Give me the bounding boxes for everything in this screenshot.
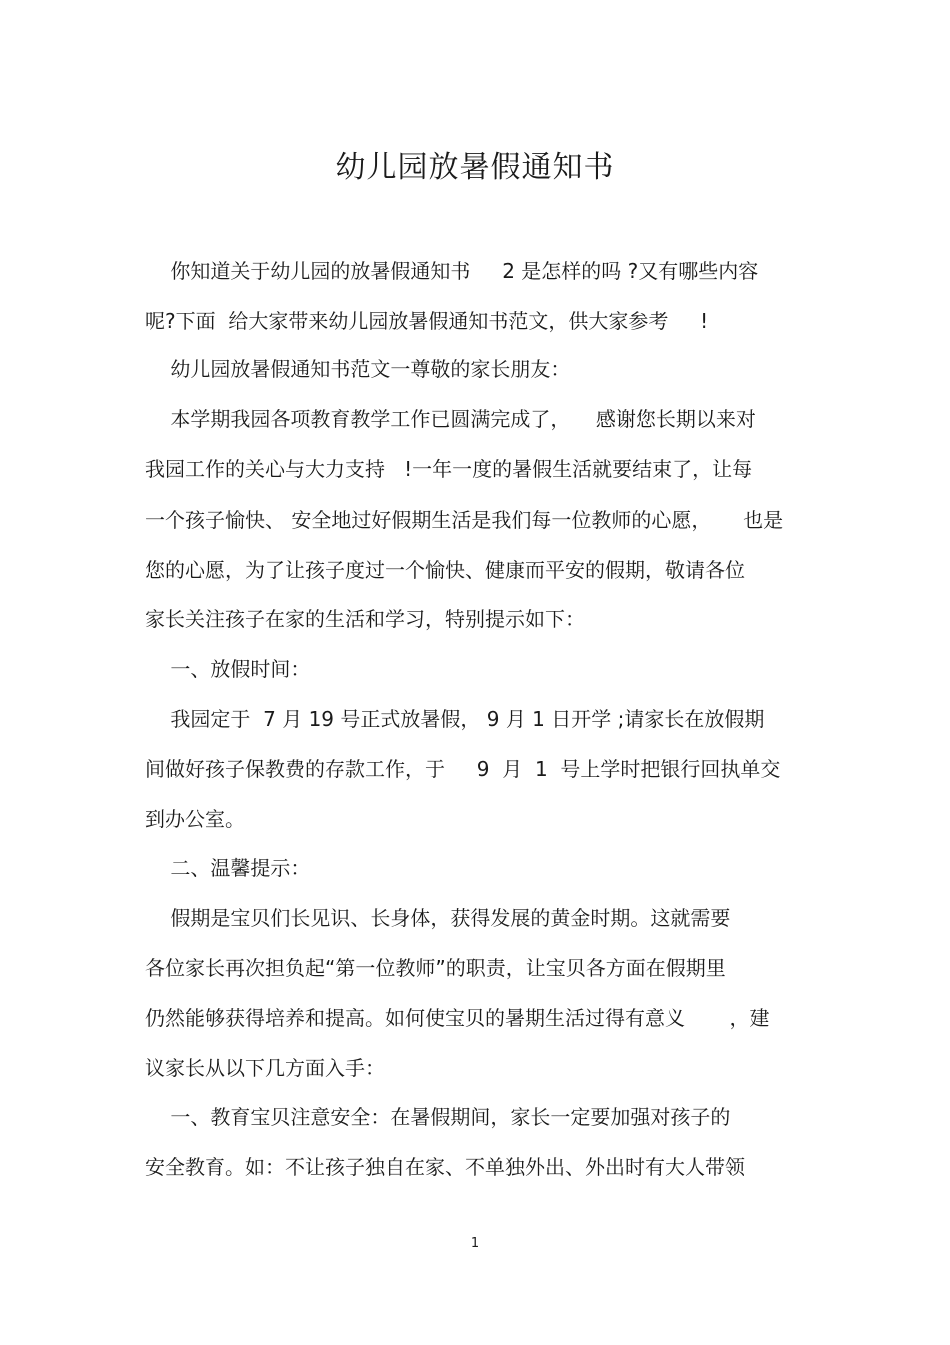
body-line: 我园工作的关心与大力支持 !一年一度的暑假生活就要结束了，让每 (145, 457, 753, 481)
body-line: 我园定于 7 月 19 号正式放暑假， 9 月 1 日开学 ;请家长在放假期 (145, 707, 765, 731)
body-line: 各位家长再次担负起“第一位教师”的职责，让宝贝各方面在假期里 (145, 956, 726, 980)
body-line: 议家长从以下几方面入手： (145, 1056, 385, 1080)
body-line: 您的心愿，为了让孩子度过一个愉快、健康而平安的假期，敬请各位 (145, 558, 745, 582)
page-number: 1 (470, 1236, 480, 1251)
page-title: 幼儿园放暑假通知书 (335, 150, 615, 185)
body-line: 一个孩子愉快、 安全地过好假期生活是我们每一位教师的心愿， 也是 (145, 508, 784, 532)
body-line: 到办公室。 (145, 807, 245, 831)
body-line: 一、教育宝贝注意安全：在暑假期间，家长一定要加强对孩子的 (145, 1105, 731, 1129)
body-line: 间做好孩子保教费的存款工作，于 9 月 1 号上学时把银行回执单交 (145, 757, 781, 781)
body-line: 本学期我园各项教育教学工作已圆满完成了， 感谢您长期以来对 (145, 407, 756, 431)
body-line: 假期是宝贝们长见识、长身体，获得发展的黄金时期。这就需要 (145, 906, 731, 930)
body-line: 呢?下面 给大家带来幼儿园放暑假通知书范文，供大家参考 ! (145, 309, 709, 333)
body-line: 家长关注孩子在家的生活和学习，特别提示如下： (145, 607, 585, 631)
body-line: 安全教育。如：不让孩子独自在家、不单独外出、外出时有大人带领 (145, 1155, 745, 1179)
body-line: 幼儿园放暑假通知书范文一尊敬的家长朋友： (145, 357, 571, 381)
section-heading: 二、温馨提示： (145, 856, 311, 880)
body-line: 你知道关于幼儿园的放暑假通知书 2 是怎样的吗 ?又有哪些内容 (145, 259, 759, 283)
body-line: 仍然能够获得培养和提高。如何使宝贝的暑期生活过得有意义 ，建 (145, 1006, 770, 1030)
section-heading: 一、放假时间： (145, 657, 311, 681)
